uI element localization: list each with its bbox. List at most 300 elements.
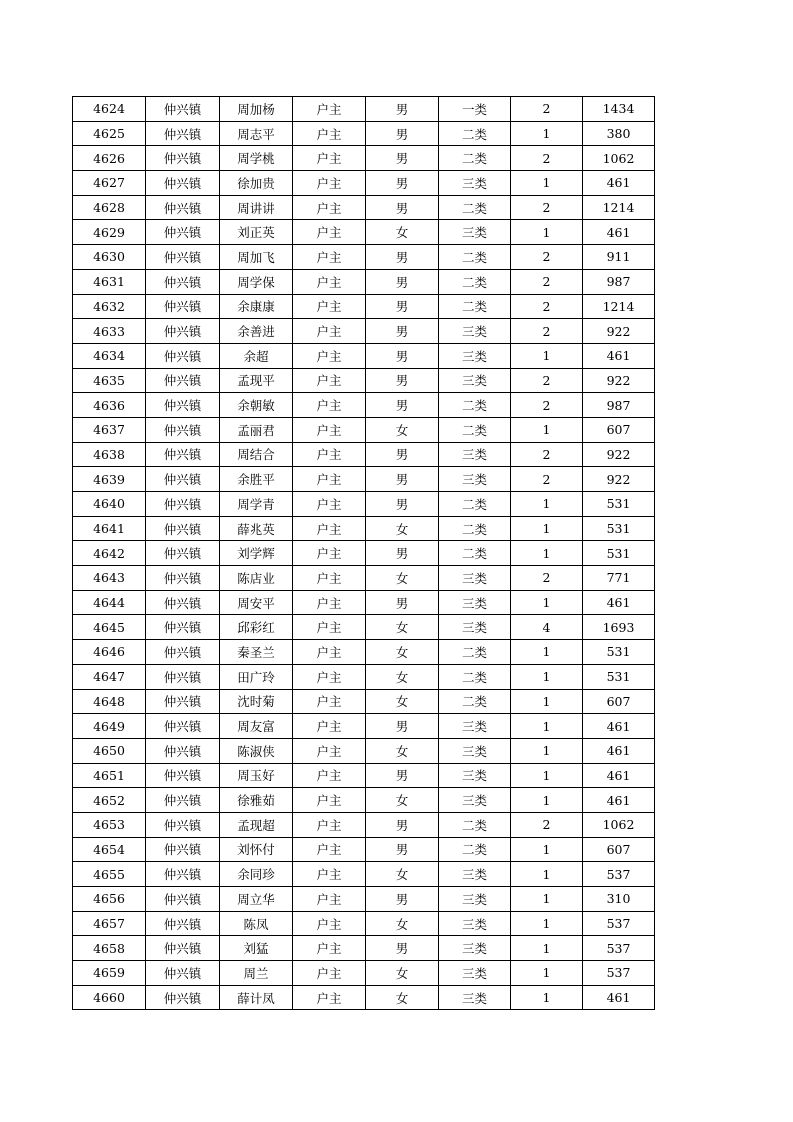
cell-relation: 户主	[293, 195, 366, 220]
cell-category: 二类	[439, 417, 511, 442]
cell-town: 仲兴镇	[146, 97, 220, 122]
cell-town: 仲兴镇	[146, 467, 220, 492]
cell-relation: 户主	[293, 294, 366, 319]
cell-name: 周结合	[220, 442, 293, 467]
cell-relation: 户主	[293, 220, 366, 245]
cell-town: 仲兴镇	[146, 442, 220, 467]
cell-relation: 户主	[293, 812, 366, 837]
cell-name: 余胜平	[220, 467, 293, 492]
cell-category: 三类	[439, 763, 511, 788]
cell-row-id: 4635	[73, 368, 146, 393]
table-row	[73, 171, 655, 196]
table-row	[73, 664, 655, 689]
cell-row-id: 4647	[73, 664, 146, 689]
table-row	[73, 541, 655, 566]
cell-gender: 女	[366, 664, 439, 689]
cell-category: 三类	[439, 171, 511, 196]
cell-amount: 531	[583, 664, 655, 689]
cell-town: 仲兴镇	[146, 640, 220, 665]
cell-category: 三类	[439, 961, 511, 986]
cell-row-id: 4641	[73, 516, 146, 541]
cell-category: 三类	[439, 615, 511, 640]
cell-name: 周安平	[220, 590, 293, 615]
cell-name: 周学青	[220, 492, 293, 517]
cell-household-size: 2	[511, 467, 583, 492]
cell-household-size: 1	[511, 590, 583, 615]
cell-row-id: 4658	[73, 936, 146, 961]
cell-relation: 户主	[293, 961, 366, 986]
cell-town: 仲兴镇	[146, 738, 220, 763]
cell-gender: 女	[366, 566, 439, 591]
cell-name: 刘怀付	[220, 837, 293, 862]
cell-town: 仲兴镇	[146, 319, 220, 344]
cell-category: 三类	[439, 788, 511, 813]
cell-amount: 461	[583, 590, 655, 615]
cell-row-id: 4639	[73, 467, 146, 492]
cell-row-id: 4659	[73, 961, 146, 986]
cell-household-size: 2	[511, 146, 583, 171]
cell-household-size: 1	[511, 936, 583, 961]
cell-relation: 户主	[293, 319, 366, 344]
cell-row-id: 4631	[73, 269, 146, 294]
table-row	[73, 788, 655, 813]
table-row	[73, 121, 655, 146]
cell-town: 仲兴镇	[146, 171, 220, 196]
cell-relation: 户主	[293, 516, 366, 541]
cell-name: 周学桃	[220, 146, 293, 171]
cell-household-size: 1	[511, 343, 583, 368]
table-row	[73, 442, 655, 467]
cell-gender: 男	[366, 294, 439, 319]
cell-town: 仲兴镇	[146, 664, 220, 689]
cell-category: 三类	[439, 319, 511, 344]
cell-amount: 461	[583, 220, 655, 245]
cell-category: 二类	[439, 541, 511, 566]
cell-name: 刘学辉	[220, 541, 293, 566]
cell-household-size: 1	[511, 220, 583, 245]
cell-household-size: 4	[511, 615, 583, 640]
cell-category: 三类	[439, 738, 511, 763]
cell-gender: 女	[366, 911, 439, 936]
cell-town: 仲兴镇	[146, 590, 220, 615]
cell-household-size: 1	[511, 640, 583, 665]
cell-gender: 男	[366, 195, 439, 220]
cell-amount: 1062	[583, 812, 655, 837]
cell-gender: 男	[366, 837, 439, 862]
cell-gender: 男	[366, 319, 439, 344]
cell-name: 周立华	[220, 887, 293, 912]
cell-gender: 女	[366, 689, 439, 714]
table-row	[73, 417, 655, 442]
data-table	[72, 96, 655, 1010]
cell-household-size: 1	[511, 121, 583, 146]
cell-row-id: 4629	[73, 220, 146, 245]
cell-name: 薛计凤	[220, 985, 293, 1010]
cell-relation: 户主	[293, 442, 366, 467]
cell-name: 孟丽君	[220, 417, 293, 442]
cell-relation: 户主	[293, 590, 366, 615]
cell-town: 仲兴镇	[146, 195, 220, 220]
cell-row-id: 4654	[73, 837, 146, 862]
table-row	[73, 269, 655, 294]
cell-category: 二类	[439, 269, 511, 294]
cell-relation: 户主	[293, 245, 366, 270]
cell-town: 仲兴镇	[146, 368, 220, 393]
cell-name: 周玉好	[220, 763, 293, 788]
cell-name: 余善进	[220, 319, 293, 344]
cell-gender: 男	[366, 541, 439, 566]
cell-category: 三类	[439, 220, 511, 245]
cell-amount: 911	[583, 245, 655, 270]
cell-town: 仲兴镇	[146, 689, 220, 714]
cell-name: 周志平	[220, 121, 293, 146]
table-row	[73, 590, 655, 615]
cell-category: 一类	[439, 97, 511, 122]
cell-household-size: 1	[511, 516, 583, 541]
cell-amount: 310	[583, 887, 655, 912]
cell-row-id: 4634	[73, 343, 146, 368]
cell-household-size: 1	[511, 171, 583, 196]
cell-row-id: 4632	[73, 294, 146, 319]
cell-relation: 户主	[293, 121, 366, 146]
cell-household-size: 2	[511, 393, 583, 418]
table-row	[73, 689, 655, 714]
cell-name: 陈店业	[220, 566, 293, 591]
table-row	[73, 368, 655, 393]
cell-town: 仲兴镇	[146, 516, 220, 541]
cell-gender: 女	[366, 738, 439, 763]
cell-town: 仲兴镇	[146, 417, 220, 442]
cell-amount: 1214	[583, 294, 655, 319]
cell-amount: 531	[583, 541, 655, 566]
cell-row-id: 4642	[73, 541, 146, 566]
cell-name: 周友富	[220, 714, 293, 739]
cell-household-size: 1	[511, 738, 583, 763]
cell-gender: 男	[366, 121, 439, 146]
cell-household-size: 1	[511, 911, 583, 936]
cell-row-id: 4655	[73, 862, 146, 887]
cell-category: 三类	[439, 985, 511, 1010]
table-row	[73, 220, 655, 245]
cell-town: 仲兴镇	[146, 146, 220, 171]
table-row	[73, 862, 655, 887]
table-row	[73, 714, 655, 739]
cell-household-size: 2	[511, 195, 583, 220]
cell-category: 二类	[439, 121, 511, 146]
cell-name: 陈凤	[220, 911, 293, 936]
cell-category: 三类	[439, 714, 511, 739]
cell-household-size: 2	[511, 269, 583, 294]
cell-relation: 户主	[293, 171, 366, 196]
table-row	[73, 961, 655, 986]
table-row	[73, 492, 655, 517]
cell-row-id: 4646	[73, 640, 146, 665]
cell-amount: 607	[583, 837, 655, 862]
cell-category: 三类	[439, 887, 511, 912]
cell-town: 仲兴镇	[146, 936, 220, 961]
cell-gender: 男	[366, 245, 439, 270]
cell-category: 三类	[439, 590, 511, 615]
cell-gender: 女	[366, 788, 439, 813]
table-row	[73, 393, 655, 418]
cell-amount: 922	[583, 368, 655, 393]
cell-row-id: 4648	[73, 689, 146, 714]
cell-household-size: 1	[511, 763, 583, 788]
cell-household-size: 1	[511, 664, 583, 689]
cell-row-id: 4657	[73, 911, 146, 936]
cell-town: 仲兴镇	[146, 985, 220, 1010]
cell-row-id: 4636	[73, 393, 146, 418]
table-row	[73, 294, 655, 319]
cell-row-id: 4652	[73, 788, 146, 813]
cell-amount: 461	[583, 171, 655, 196]
cell-gender: 男	[366, 146, 439, 171]
cell-name: 刘猛	[220, 936, 293, 961]
cell-household-size: 2	[511, 294, 583, 319]
cell-relation: 户主	[293, 393, 366, 418]
cell-category: 二类	[439, 689, 511, 714]
table-row	[73, 887, 655, 912]
cell-town: 仲兴镇	[146, 269, 220, 294]
cell-name: 周讲讲	[220, 195, 293, 220]
cell-household-size: 1	[511, 887, 583, 912]
cell-amount: 607	[583, 417, 655, 442]
cell-gender: 女	[366, 417, 439, 442]
cell-town: 仲兴镇	[146, 714, 220, 739]
cell-amount: 922	[583, 442, 655, 467]
cell-name: 余康康	[220, 294, 293, 319]
cell-household-size: 1	[511, 961, 583, 986]
cell-relation: 户主	[293, 788, 366, 813]
table-row	[73, 467, 655, 492]
cell-relation: 户主	[293, 343, 366, 368]
cell-household-size: 1	[511, 985, 583, 1010]
cell-name: 徐加贵	[220, 171, 293, 196]
cell-amount: 987	[583, 269, 655, 294]
cell-category: 三类	[439, 911, 511, 936]
cell-row-id: 4649	[73, 714, 146, 739]
cell-relation: 户主	[293, 492, 366, 517]
cell-category: 二类	[439, 640, 511, 665]
cell-category: 二类	[439, 837, 511, 862]
table-row	[73, 516, 655, 541]
cell-category: 三类	[439, 467, 511, 492]
cell-relation: 户主	[293, 97, 366, 122]
cell-gender: 男	[366, 763, 439, 788]
cell-amount: 380	[583, 121, 655, 146]
cell-relation: 户主	[293, 146, 366, 171]
cell-relation: 户主	[293, 738, 366, 763]
cell-town: 仲兴镇	[146, 343, 220, 368]
cell-relation: 户主	[293, 985, 366, 1010]
cell-amount: 1434	[583, 97, 655, 122]
cell-category: 二类	[439, 245, 511, 270]
table-row	[73, 640, 655, 665]
cell-town: 仲兴镇	[146, 862, 220, 887]
table-row	[73, 911, 655, 936]
cell-gender: 男	[366, 442, 439, 467]
cell-amount: 1693	[583, 615, 655, 640]
cell-name: 余朝敏	[220, 393, 293, 418]
cell-relation: 户主	[293, 763, 366, 788]
cell-gender: 男	[366, 269, 439, 294]
cell-row-id: 4633	[73, 319, 146, 344]
cell-row-id: 4624	[73, 97, 146, 122]
cell-town: 仲兴镇	[146, 245, 220, 270]
cell-household-size: 1	[511, 417, 583, 442]
cell-town: 仲兴镇	[146, 566, 220, 591]
cell-name: 陈淑侠	[220, 738, 293, 763]
cell-household-size: 1	[511, 837, 583, 862]
cell-name: 邱彩红	[220, 615, 293, 640]
cell-relation: 户主	[293, 714, 366, 739]
cell-town: 仲兴镇	[146, 492, 220, 517]
cell-name: 周加杨	[220, 97, 293, 122]
cell-relation: 户主	[293, 566, 366, 591]
cell-gender: 女	[366, 862, 439, 887]
cell-gender: 男	[366, 343, 439, 368]
cell-amount: 922	[583, 467, 655, 492]
cell-row-id: 4650	[73, 738, 146, 763]
cell-relation: 户主	[293, 615, 366, 640]
table-body	[73, 97, 655, 1010]
cell-town: 仲兴镇	[146, 294, 220, 319]
cell-category: 二类	[439, 664, 511, 689]
cell-gender: 男	[366, 812, 439, 837]
cell-household-size: 1	[511, 492, 583, 517]
cell-row-id: 4625	[73, 121, 146, 146]
cell-row-id: 4630	[73, 245, 146, 270]
cell-amount: 461	[583, 714, 655, 739]
cell-row-id: 4643	[73, 566, 146, 591]
cell-amount: 461	[583, 343, 655, 368]
cell-household-size: 2	[511, 319, 583, 344]
cell-category: 二类	[439, 516, 511, 541]
cell-name: 周学保	[220, 269, 293, 294]
cell-row-id: 4651	[73, 763, 146, 788]
cell-name: 余超	[220, 343, 293, 368]
cell-town: 仲兴镇	[146, 961, 220, 986]
cell-relation: 户主	[293, 467, 366, 492]
table-row	[73, 343, 655, 368]
cell-row-id: 4626	[73, 146, 146, 171]
cell-relation: 户主	[293, 417, 366, 442]
cell-relation: 户主	[293, 368, 366, 393]
cell-row-id: 4627	[73, 171, 146, 196]
cell-amount: 531	[583, 640, 655, 665]
cell-relation: 户主	[293, 541, 366, 566]
cell-household-size: 1	[511, 689, 583, 714]
cell-gender: 男	[366, 492, 439, 517]
cell-gender: 男	[366, 590, 439, 615]
table-row	[73, 146, 655, 171]
cell-category: 二类	[439, 393, 511, 418]
cell-name: 孟现平	[220, 368, 293, 393]
cell-row-id: 4656	[73, 887, 146, 912]
cell-gender: 男	[366, 368, 439, 393]
cell-name: 周加飞	[220, 245, 293, 270]
cell-name: 孟现超	[220, 812, 293, 837]
cell-town: 仲兴镇	[146, 615, 220, 640]
cell-household-size: 2	[511, 566, 583, 591]
cell-relation: 户主	[293, 689, 366, 714]
cell-amount: 1062	[583, 146, 655, 171]
cell-gender: 男	[366, 171, 439, 196]
cell-household-size: 1	[511, 714, 583, 739]
cell-category: 三类	[439, 936, 511, 961]
cell-category: 三类	[439, 566, 511, 591]
cell-relation: 户主	[293, 664, 366, 689]
cell-gender: 男	[366, 393, 439, 418]
table-row	[73, 763, 655, 788]
cell-gender: 女	[366, 640, 439, 665]
cell-row-id: 4628	[73, 195, 146, 220]
cell-row-id: 4645	[73, 615, 146, 640]
cell-gender: 女	[366, 516, 439, 541]
cell-relation: 户主	[293, 936, 366, 961]
cell-name: 沈时菊	[220, 689, 293, 714]
cell-name: 田广玲	[220, 664, 293, 689]
cell-amount: 461	[583, 788, 655, 813]
cell-household-size: 2	[511, 97, 583, 122]
cell-amount: 537	[583, 961, 655, 986]
cell-name: 周兰	[220, 961, 293, 986]
cell-gender: 男	[366, 467, 439, 492]
cell-town: 仲兴镇	[146, 541, 220, 566]
table-row	[73, 97, 655, 122]
cell-name: 徐雅茹	[220, 788, 293, 813]
cell-household-size: 1	[511, 862, 583, 887]
cell-town: 仲兴镇	[146, 763, 220, 788]
cell-town: 仲兴镇	[146, 393, 220, 418]
cell-relation: 户主	[293, 269, 366, 294]
cell-row-id: 4640	[73, 492, 146, 517]
cell-household-size: 1	[511, 788, 583, 813]
cell-gender: 男	[366, 887, 439, 912]
cell-relation: 户主	[293, 911, 366, 936]
cell-relation: 户主	[293, 837, 366, 862]
cell-name: 刘正英	[220, 220, 293, 245]
cell-town: 仲兴镇	[146, 121, 220, 146]
cell-town: 仲兴镇	[146, 837, 220, 862]
table-row	[73, 837, 655, 862]
cell-category: 二类	[439, 294, 511, 319]
cell-gender: 男	[366, 936, 439, 961]
cell-row-id: 4637	[73, 417, 146, 442]
cell-category: 三类	[439, 862, 511, 887]
cell-category: 三类	[439, 343, 511, 368]
table-row	[73, 195, 655, 220]
cell-row-id: 4653	[73, 812, 146, 837]
cell-town: 仲兴镇	[146, 887, 220, 912]
cell-amount: 537	[583, 936, 655, 961]
cell-household-size: 2	[511, 812, 583, 837]
cell-town: 仲兴镇	[146, 812, 220, 837]
cell-gender: 女	[366, 615, 439, 640]
cell-gender: 女	[366, 961, 439, 986]
cell-amount: 537	[583, 911, 655, 936]
cell-amount: 987	[583, 393, 655, 418]
cell-relation: 户主	[293, 640, 366, 665]
cell-gender: 男	[366, 97, 439, 122]
cell-town: 仲兴镇	[146, 911, 220, 936]
cell-town: 仲兴镇	[146, 788, 220, 813]
cell-relation: 户主	[293, 887, 366, 912]
cell-category: 三类	[439, 368, 511, 393]
cell-gender: 女	[366, 220, 439, 245]
cell-gender: 女	[366, 985, 439, 1010]
cell-amount: 531	[583, 516, 655, 541]
